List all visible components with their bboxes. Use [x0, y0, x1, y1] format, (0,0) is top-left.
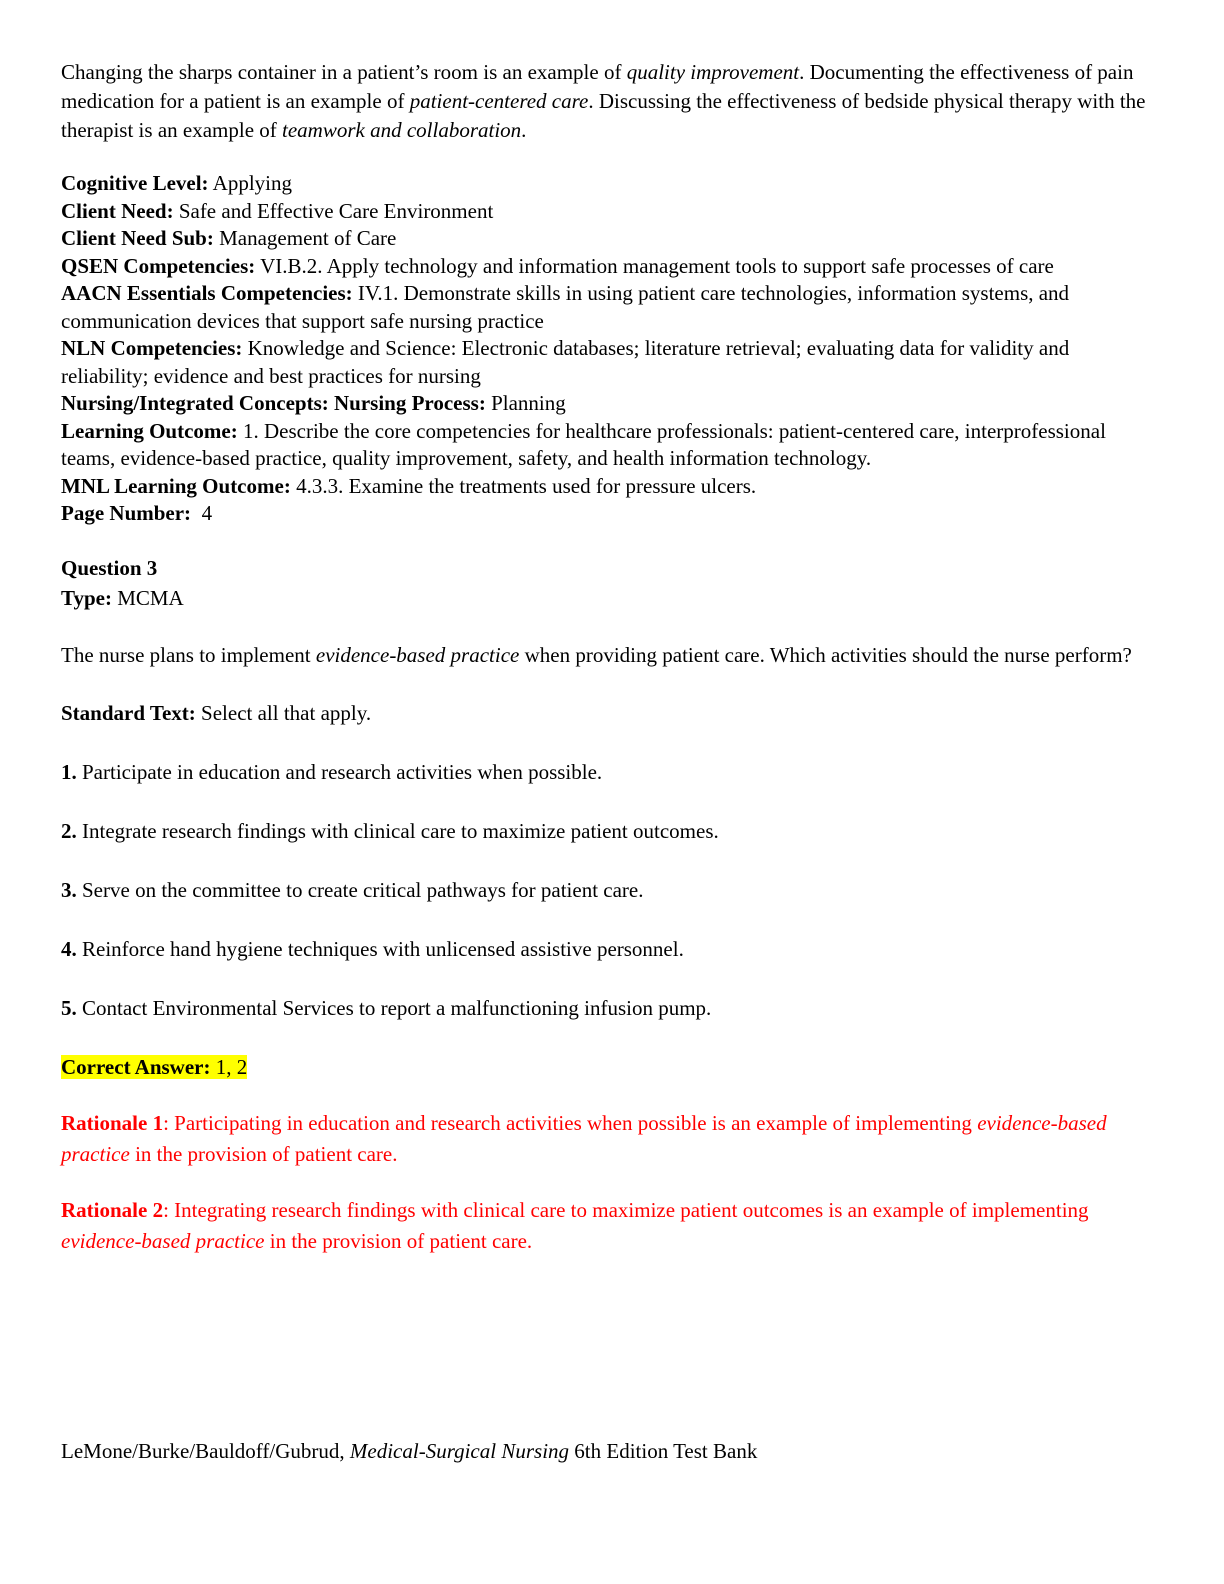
rationale-label: Rationale 2: [61, 1197, 164, 1222]
meta-value: 4.3.3. Examine the treatments used for pressure ulcers.: [290, 473, 757, 498]
option-3: [61, 875, 1151, 906]
standard-text-value: Select all that apply.: [195, 700, 372, 725]
meta-label: Client Need:: [61, 198, 174, 223]
stem-text-1: The nurse plans to implement: [61, 642, 316, 667]
page-footer: [61, 1437, 757, 1466]
option-number: 3.: [61, 877, 77, 902]
option-number: 1.: [61, 759, 77, 784]
meta-label: MNL Learning Outcome:: [61, 473, 291, 498]
rationale-text-2: in the provision of patient care.: [129, 1141, 398, 1166]
standard-text: [61, 698, 1151, 729]
option-number: 2.: [61, 818, 77, 843]
answer-options: [61, 757, 1151, 1024]
meta-label: Nursing/Integrated Concepts: Nursing Process:: [61, 391, 486, 415]
meta-nln: [61, 335, 1151, 390]
meta-label: Client Need Sub:: [61, 226, 214, 250]
intro-text-3: . Discussing the effectiveness of bedside physical therapy with the therapist is an example of: [61, 89, 1146, 142]
option-5: [61, 993, 1151, 1024]
meta-page-number: [61, 500, 1151, 528]
correct-answer: [61, 1052, 1151, 1083]
intro-text-4: .: [521, 118, 527, 142]
correct-answer-value: 1, 2: [210, 1054, 248, 1079]
meta-label: NLN Competencies:: [61, 336, 243, 360]
standard-text-label: Standard Text:: [61, 700, 196, 725]
question-type: [61, 583, 1151, 613]
rationale-text-2: in the provision of patient care.: [264, 1228, 533, 1253]
question-type-label: Type:: [61, 585, 112, 610]
intro-text-2: . Documenting the effectiveness of pain medication for a patient is an example of: [61, 60, 1134, 113]
meta-value: Safe and Effective Care Environment: [173, 198, 494, 223]
intro-term-teamwork: teamwork and collaboration: [282, 118, 522, 142]
correct-answer-label: Correct Answer:: [61, 1054, 211, 1079]
meta-value: 1. Describe the core competencies for healthcare professionals: patient-centered care, interprofessional teams, evidence-based practice, quality improvement, safety, and health information technology.: [61, 418, 1106, 470]
intro-term-patient-centered-care: patient-centered care: [409, 89, 589, 113]
rationale-text-1: : Integrating research findings with clinical care to maximize patient outcomes is an example of implementing: [163, 1197, 1089, 1222]
meta-qsen: [61, 253, 1151, 281]
question-header: [61, 553, 1151, 613]
meta-nursing-concepts: [61, 390, 1151, 418]
correct-answer-highlight: [61, 1055, 247, 1079]
stem-text-2: when providing patient care. Which activities should the nurse perform?: [519, 642, 1132, 667]
option-text: Serve on the committee to create critical pathways for patient care.: [76, 877, 644, 902]
question-metadata: [61, 170, 1151, 528]
meta-label: AACN Essentials Competencies:: [61, 281, 353, 305]
meta-value: Applying: [208, 171, 292, 195]
option-number: 5.: [61, 995, 77, 1020]
meta-label: QSEN Competencies:: [61, 253, 256, 278]
meta-client-need-sub: [61, 225, 1151, 253]
option-text: Integrate research findings with clinical care to maximize patient outcomes.: [76, 818, 719, 843]
meta-value: VI.B.2. Apply technology and information management tools to support safe processes of care: [255, 253, 1054, 278]
meta-value: Knowledge and Science: Electronic databases; literature retrieval; evaluating data for validity and reliability; evidence and best practices for nursing: [61, 336, 1070, 388]
meta-mnl-outcome: [61, 473, 1151, 501]
document-page: [61, 58, 1151, 1257]
meta-client-need: [61, 198, 1151, 226]
option-text: Reinforce hand hygiene techniques with unlicensed assistive personnel.: [76, 936, 684, 961]
meta-label: Learning Outcome:: [61, 418, 238, 443]
rationale-term: evidence-based practice: [61, 1110, 1107, 1166]
intro-paragraph: [61, 58, 1151, 145]
footer-authors: LeMone/Burke/Bauldoff/Gubrud,: [61, 1439, 350, 1463]
option-2: [61, 816, 1151, 847]
rationale-term: evidence-based practice: [61, 1228, 265, 1253]
option-text: Contact Environmental Services to report a malfunctioning infusion pump.: [76, 995, 712, 1020]
meta-value: 4: [191, 501, 213, 525]
meta-aacn: [61, 280, 1151, 335]
meta-value: Management of Care: [213, 226, 397, 250]
meta-value: Planning: [485, 391, 566, 415]
option-4: [61, 934, 1151, 965]
meta-label: Cognitive Level:: [61, 171, 209, 195]
rationale-1: [61, 1108, 1151, 1170]
rationale-label: Rationale 1: [61, 1110, 164, 1135]
question-stem: [61, 640, 1151, 671]
question-type-value: MCMA: [111, 585, 184, 610]
option-number: 4.: [61, 936, 77, 961]
intro-text-1: Changing the sharps container in a patient’s room is an example of: [61, 60, 627, 84]
meta-value: IV.1. Demonstrate skills in using patient care technologies, information systems, and communication devices that support safe nursing practice: [61, 281, 1070, 333]
footer-edition: 6th Edition Test Bank: [569, 1439, 758, 1463]
rationale-2: [61, 1195, 1151, 1257]
stem-term: evidence-based practice: [315, 642, 520, 667]
option-1: [61, 757, 1151, 788]
rationale-text-1: : Participating in education and research activities when possible is an example of implementing: [163, 1110, 978, 1135]
question-title: Question 3: [61, 555, 158, 580]
meta-learning-outcome: [61, 418, 1151, 473]
option-text: Participate in education and research activities when possible.: [76, 759, 603, 784]
meta-label: Page Number:: [61, 501, 192, 525]
footer-book-title: Medical-Surgical Nursing: [349, 1439, 570, 1463]
meta-cognitive-level: [61, 170, 1151, 198]
intro-term-quality-improvement: quality improvement: [626, 60, 800, 84]
